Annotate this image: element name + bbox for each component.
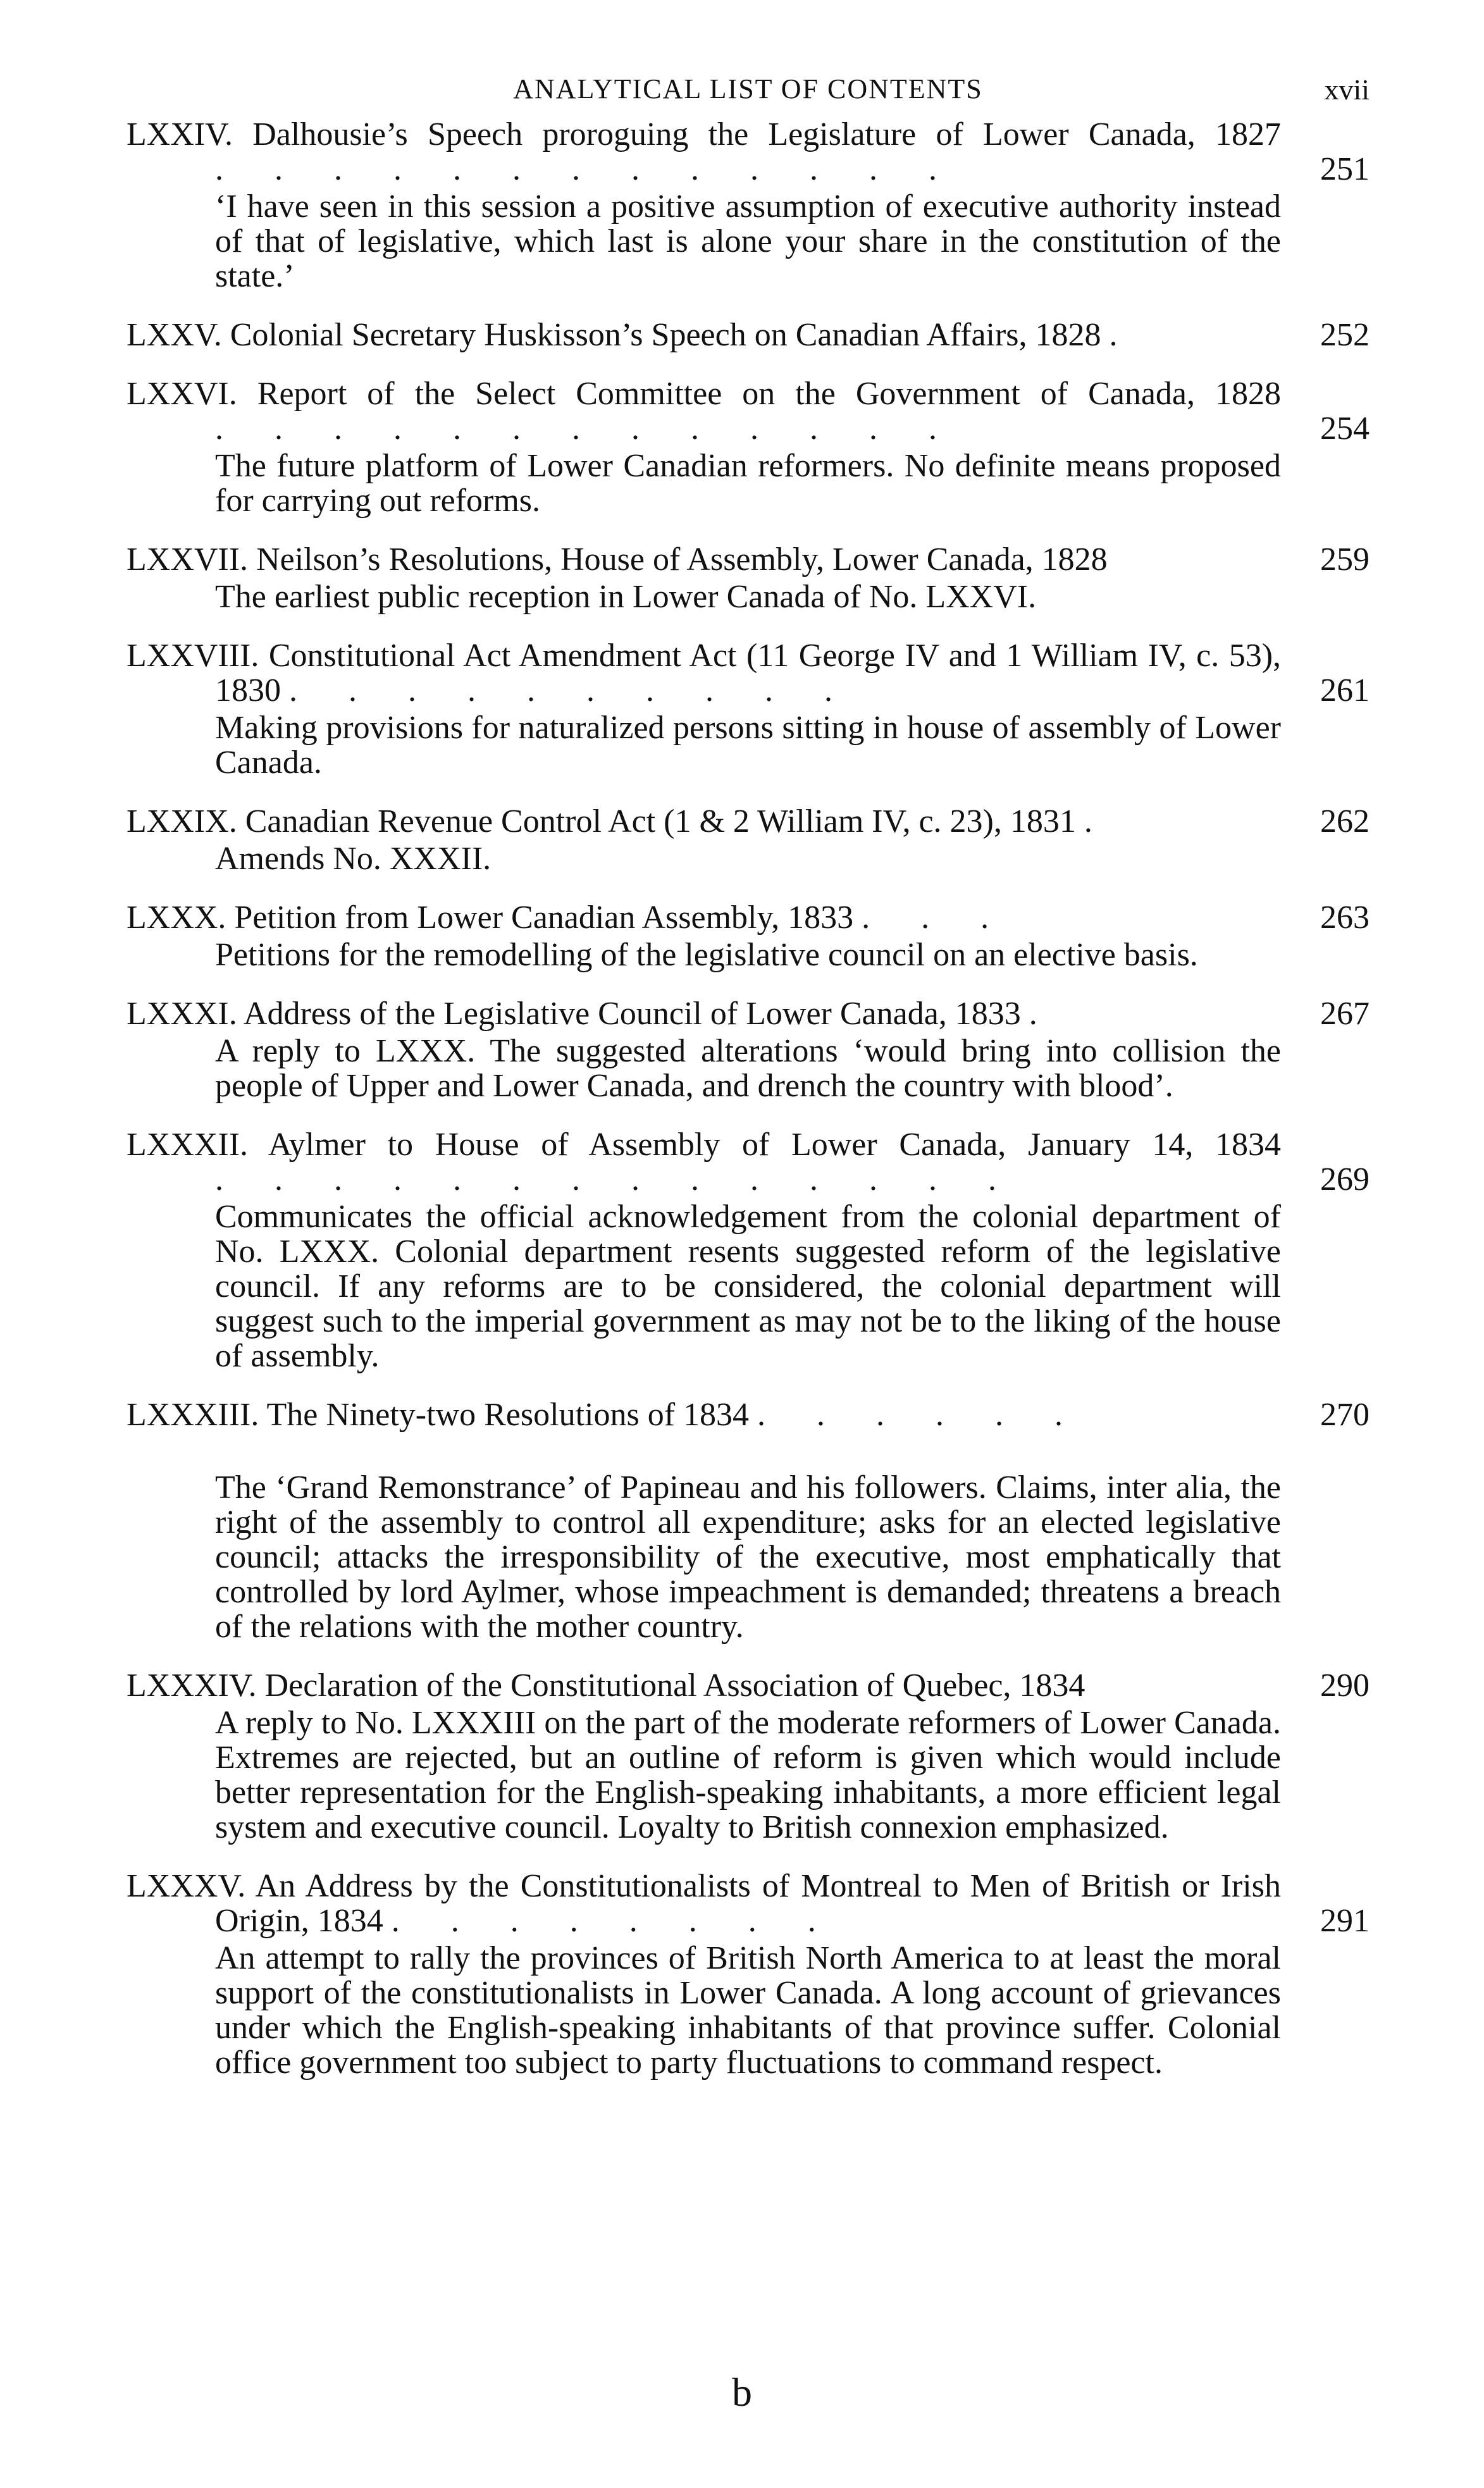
entry-description: Making provisions for naturalized persons sitting in house of assembly of Lower Canada.: [215, 710, 1281, 781]
entry-heading: [127, 117, 1370, 187]
entry-numeral: LXXXI.: [127, 996, 237, 1032]
entry-heading: [127, 1397, 1370, 1432]
entry-title: Aylmer to House of Assembly of Lower Canada, January 14, 1834: [268, 1127, 1281, 1163]
dot-leader: . . . . . . . . . . . . .: [215, 411, 958, 447]
entry-page-number: 290: [1320, 1668, 1370, 1704]
entry-description: The earliest public reception in Lower Canada of No. LXXVI.: [215, 579, 1037, 615]
entry-page-number: 259: [1320, 542, 1370, 578]
entry-numeral: LXXVI.: [127, 376, 237, 412]
entry-page-number: 291: [1320, 1903, 1370, 1939]
page-header: [127, 73, 1370, 111]
entry-description: A reply to LXXX. The suggested alterations ‘would bring into collision the people of Upper and Lower Canada, and drench the country with blood’.: [215, 1033, 1281, 1104]
entry-heading: [127, 804, 1370, 839]
entry-heading: [127, 1127, 1370, 1197]
entry-page-number: 254: [1320, 411, 1370, 447]
entry-description: Communicates the official acknowledgement from the colonial department of No. LXXX. Colonial department resents suggested reform of the legislative council. If any reforms are to be considered, the colonial department will suggest such to the imperial government as may not be to the liking of the house of assembly.: [215, 1199, 1281, 1374]
dot-leader: . . . . . . . . . . . . .: [215, 151, 958, 187]
entry-description: Amends No. XXXII.: [215, 841, 492, 877]
entry-page-number: 262: [1320, 803, 1370, 839]
dot-leader: . . . . . . . . . .: [289, 672, 854, 709]
dot-leader: .: [1029, 996, 1059, 1032]
contents-entry: [127, 117, 1370, 294]
entry-description: An attempt to rally the provinces of British North America to at least the moral support of the constitutionalists in Lower Canada. A long account of grievances under which the English-speaking inhabitants of that province suffer. Colonial office government too subject to party fluctuations to command respect.: [215, 1940, 1281, 2081]
contents-entry: [127, 900, 1370, 972]
dot-leader: . . . . . .: [757, 1397, 1085, 1433]
dot-leader: .: [1109, 317, 1139, 353]
entry-numeral: LXXXIV.: [127, 1668, 257, 1704]
contents-entry: [127, 1869, 1370, 2080]
entry-heading: [127, 1668, 1370, 1703]
running-title: ANALYTICAL LIST OF CONTENTS: [513, 73, 983, 104]
entry-numeral: LXXXII.: [127, 1127, 249, 1163]
contents-entry: [127, 996, 1370, 1103]
page-folio: xvii: [1324, 73, 1370, 106]
contents-entry: [127, 1397, 1370, 1644]
entry-numeral: LXXVIII.: [127, 638, 259, 674]
entry-title: Neilson’s Resolutions, House of Assembly, Lower Canada, 1828: [256, 542, 1108, 578]
signature-mark: b: [732, 2370, 752, 2415]
entry-numeral: LXXIX.: [127, 803, 237, 839]
entry-description: A reply to No. LXXXIII on the part of the moderate reformers of Lower Canada. Extremes are rejected, but an outline of reform is given which would include better representation for the English-speaking inhabitants, a more efficient legal system and executive council. Loyalty to British connexion emphasized.: [215, 1705, 1281, 1845]
entry-title: An Address by the Constitutionalists of Montreal to Men of British or Irish Origin, 1834: [215, 1868, 1281, 1939]
entry-page-number: 269: [1320, 1161, 1370, 1198]
dot-leader: . . .: [862, 900, 1011, 936]
entry-description: The future platform of Lower Canadian reformers. No definite means proposed for carrying out reforms.: [215, 448, 1281, 519]
contents-list: [127, 117, 1370, 2104]
dot-leader: . . . . . . . .: [391, 1903, 838, 1939]
entry-description: ‘I have seen in this session a positive assumption of executive authority instead of that of legislative, which last is alone your share in the constitution of the state.’: [215, 189, 1281, 294]
entry-title: Canadian Revenue Control Act (1 & 2 William IV, c. 23), 1831: [245, 803, 1076, 839]
dot-leader: . . . . . . . . . . . . . .: [215, 1161, 1018, 1198]
contents-entry: [127, 804, 1370, 876]
entry-numeral: LXXVII.: [127, 542, 249, 578]
entry-title: Constitutional Act Amendment Act (11 George IV and 1 William IV, c. 53), 1830: [215, 638, 1282, 709]
entry-heading: [127, 1869, 1370, 1938]
contents-entry: [127, 1668, 1370, 1845]
entry-page-number: 263: [1320, 900, 1370, 936]
entry-numeral: LXXXV.: [127, 1868, 246, 1904]
entry-heading: [127, 996, 1370, 1031]
entry-description: Petitions for the remodelling of the legislative council on an elective basis.: [215, 937, 1198, 973]
contents-entry: [127, 638, 1370, 780]
dot-leader: .: [1084, 803, 1114, 839]
entry-heading: [127, 638, 1370, 708]
contents-entry: [127, 1127, 1370, 1373]
entry-title: Petition from Lower Canadian Assembly, 1833: [234, 900, 854, 936]
entry-page-number: 267: [1320, 996, 1370, 1032]
entry-heading: [127, 542, 1370, 577]
contents-entry: [127, 318, 1370, 352]
entry-page-number: 261: [1320, 672, 1370, 709]
entry-page-number: 251: [1320, 151, 1370, 187]
entry-title: Colonial Secretary Huskisson’s Speech on Canadian Affairs, 1828: [230, 317, 1101, 353]
entry-heading: [127, 900, 1370, 935]
entry-numeral: LXXX.: [127, 900, 226, 936]
entry-title: Address of the Legislative Council of Lower Canada, 1833: [243, 996, 1021, 1032]
entry-heading: [127, 318, 1370, 352]
entry-page-number: 270: [1320, 1397, 1370, 1433]
entry-title: Declaration of the Constitutional Association of Quebec, 1834: [264, 1668, 1085, 1704]
entry-heading: [127, 376, 1370, 446]
entry-description: The ‘Grand Remonstrance’ of Papineau and his followers. Claims, inter alia, the right of the assembly to control all expenditure; asks for an elected legislative council; attacks the irresponsibility of the executive, most emphatically that controlled by lord Aylmer, whose impeachment is demanded; threatens a breach of the relations with the mother country.: [215, 1470, 1281, 1645]
contents-entry: [127, 542, 1370, 614]
entry-title: Dalhousie’s Speech proroguing the Legislature of Lower Canada, 1827: [252, 116, 1281, 152]
contents-entry: [127, 376, 1370, 518]
entry-page-number: 252: [1320, 317, 1370, 353]
entry-title: The Ninety-two Resolutions of 1834: [266, 1397, 750, 1433]
entry-numeral: LXXV.: [127, 317, 222, 353]
entry-numeral: LXXXIII.: [127, 1397, 259, 1433]
entry-numeral: LXXIV.: [127, 116, 233, 152]
entry-title: Report of the Select Committee on the Government of Canada, 1828: [257, 376, 1282, 412]
